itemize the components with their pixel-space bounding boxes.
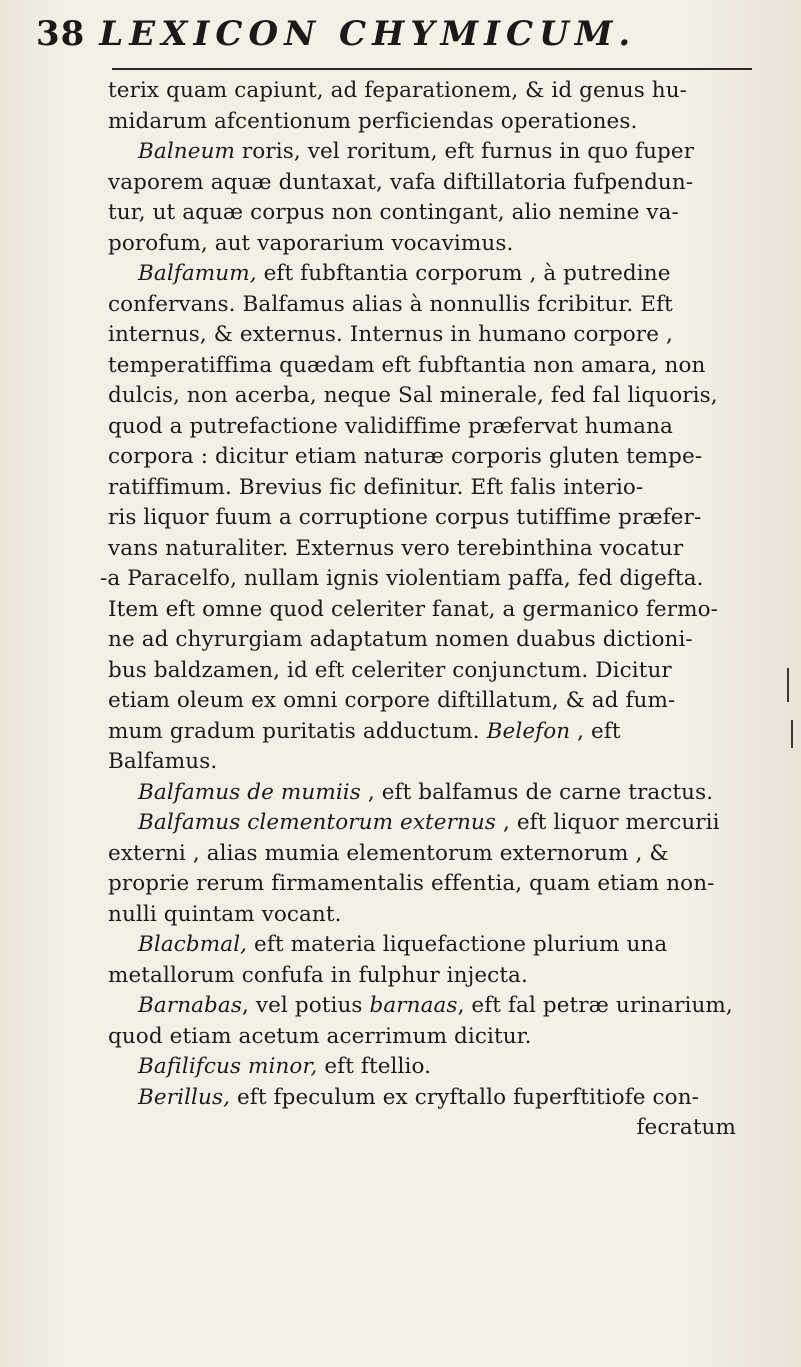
line-text: , eft balfamus de carne tractus.: [360, 779, 714, 805]
text-line: [108, 1113, 758, 1144]
line-text: confervans. Balfamus alias à nonnullis fcribitur. Eft: [108, 291, 673, 317]
line-text: ne ad chyrurgiam adaptatum nomen duabus dictioni-: [108, 627, 693, 652]
line-text: eft materia liquefactione plurium una: [247, 932, 668, 957]
text-line: [108, 137, 758, 168]
page-number: 38: [36, 14, 86, 54]
line-text: eft ftellio.: [317, 1054, 432, 1079]
line-text: temperatiffima quædam eft fubftantia non amara, non: [108, 352, 706, 378]
line-text: ris liquor fuum a corruptione corpus tutiffime præfer-: [108, 505, 702, 530]
line-text: mum gradum puritatis adductum.: [108, 718, 487, 744]
text-line: [108, 961, 758, 992]
line-text: nulli quintam vocant.: [108, 901, 342, 927]
text-line: [108, 107, 758, 138]
line-text: dulcis, non acerba, neque Sal minerale, fed fal liquoris,: [108, 383, 718, 408]
line-text: vans naturaliter. Externus vero terebinthina vocatur: [108, 535, 684, 561]
margin-mark: [791, 720, 793, 748]
entry-term: Balfamus clementorum externus: [138, 810, 497, 835]
line-text: metallorum confufa in fulphur injecta.: [108, 962, 528, 988]
text-line: [100, 564, 758, 595]
text-line: [108, 930, 758, 961]
text-line: [108, 442, 758, 473]
text-line: [108, 625, 758, 656]
text-line: [108, 534, 758, 565]
text-line: [108, 808, 758, 839]
line-text: quod a putrefactione validiffime præfervat humana: [108, 413, 673, 439]
text-line: [108, 656, 758, 687]
line-text: externi , alias mumia elementorum externorum , &: [108, 840, 669, 866]
line-text: eft fpeculum ex cryftallo fuperftitiofe con-: [230, 1084, 700, 1110]
line-text: ratiffimum. Brevius fic definitur. Eft falis interio-: [108, 474, 644, 500]
line-text: vaporem aquæ duntaxat, vafa diftillatoria fufpendun-: [108, 169, 694, 195]
text-line: [108, 412, 758, 443]
text-line: [108, 1083, 758, 1114]
text-line: [108, 381, 758, 412]
text-line: [108, 778, 758, 809]
text-line: [108, 198, 758, 229]
text-line: [108, 839, 758, 870]
lexicon-entries: [100, 76, 758, 1144]
line-text: , vel potius: [241, 993, 370, 1018]
line-text: corpora : dicitur etiam naturæ corporis gluten tempe-: [108, 444, 703, 469]
text-line: [108, 900, 758, 931]
line-text: , eft liquor mercurii: [496, 810, 720, 835]
line-text: fecratum: [636, 1115, 736, 1140]
line-text: etiam oleum ex omni corpore diftillatum, & ad fum-: [108, 688, 676, 713]
line-text: internus, & externus. Internus in humano corpore ,: [108, 322, 673, 347]
text-line: [108, 869, 758, 900]
line-text: quod etiam acetum acerrimum dicitur.: [108, 1023, 532, 1049]
line-text: Item eft omne quod celeriter fanat, a germanico fermo-: [108, 596, 718, 622]
text-line: [108, 686, 758, 717]
text-line: [108, 168, 758, 199]
entry-term: Berillus,: [138, 1084, 231, 1110]
text-line: [108, 717, 758, 748]
line-text: proprie rerum firmamentalis effentia, quam etiam non-: [108, 871, 715, 896]
text-line: [108, 991, 758, 1022]
line-text: , eft: [570, 718, 621, 744]
line-text: terix quam capiunt, ad feparationem, & id genus hu-: [108, 78, 688, 103]
entry-term: Bafilifcus minor,: [138, 1054, 318, 1079]
text-line: [108, 290, 758, 321]
line-text: roris, vel roritum, eft furnus in quo fuper: [235, 139, 695, 164]
text-line: [108, 595, 758, 626]
line-text: bus baldzamen, id eft celeriter conjunctum. Dicitur: [108, 657, 672, 683]
line-text: tur, ut aquæ corpus non contingant, alio nemine va-: [108, 200, 679, 225]
running-title: LEXICON CHYMICUM.: [99, 14, 637, 54]
text-line: [108, 229, 758, 260]
entry-term: Balfamus de mumiis: [138, 779, 361, 805]
line-text: midarum afcentionum perficiendas operationes.: [108, 108, 638, 134]
line-text: -a Paracelfo, nullam ignis violentiam paffa, fed digefta.: [100, 566, 704, 591]
entry-term: Balneum: [138, 139, 235, 164]
entry-term: Balfamum,: [138, 261, 257, 286]
text-line: [108, 1052, 758, 1083]
line-text: porofum, aut vaporarium vocavimus.: [108, 230, 514, 256]
text-line: [108, 503, 758, 534]
header-rule: [112, 68, 752, 70]
entry-term: Belefon: [486, 718, 571, 744]
text-line: [108, 351, 758, 382]
text-line: [108, 473, 758, 504]
text-line: [108, 320, 758, 351]
line-text: , eft fal petræ urinarium,: [457, 993, 733, 1018]
text-line: [108, 76, 758, 107]
entry-term: Barnabas: [138, 993, 242, 1018]
running-head: [36, 14, 776, 58]
margin-mark: [787, 668, 789, 702]
line-text: eft fubftantia corporum , à putredine: [256, 261, 671, 286]
text-line: [108, 747, 758, 778]
text-line: [108, 1022, 758, 1053]
entry-term: Blacbmal,: [138, 932, 248, 957]
entry-term: barnaas: [369, 993, 458, 1018]
line-text: Balfamus.: [108, 749, 218, 774]
text-line: [108, 259, 758, 290]
